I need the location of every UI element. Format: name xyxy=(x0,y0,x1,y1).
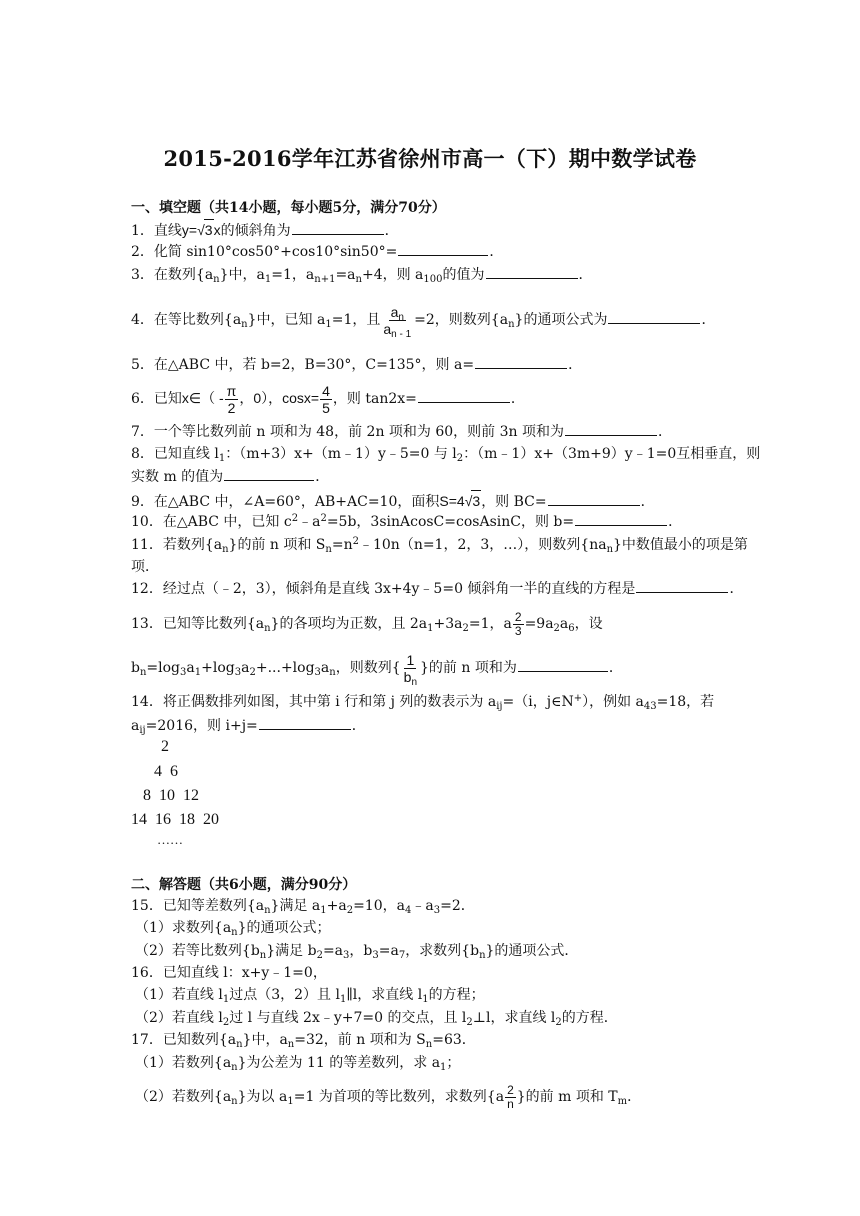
fraction: $\frac{a_n}{a_{n - 1}}$ xyxy=(383,303,412,340)
question-8-cont: 实数 m 的值为 ． xyxy=(131,469,330,485)
question-1: 1．直线y=√3x的倾斜角为 ． xyxy=(131,219,399,241)
question-16-part-2: （2）若直线 $l_2$过 l 与直线 2x﹣y+7=0 的交点，且 $l_2\perp l$，求直线 $l_2$的方程． xyxy=(135,1010,618,1028)
answer-blank xyxy=(636,579,728,593)
answer-blank xyxy=(518,658,608,672)
triangle-row-1: 2 xyxy=(161,738,169,755)
question-12: 12．经过点（﹣2，3），倾斜角是直线 3x+4y﹣5=0 倾斜角一半的直线的方程是 ． xyxy=(131,581,744,597)
section-2-heading: 二、解答题（共6小题，满分90分） xyxy=(131,877,357,893)
answer-blank xyxy=(398,242,488,256)
question-8: 8．已知直线 $l_1$：（m+3）x+（m﹣1）y﹣5=0 与 $l_2$：（m﹣1）x+（3m+9）y﹣1=0互相垂直，则 xyxy=(131,446,761,464)
question-14: 14．将正偶数排列如图，其中第 i 行和第 j 列的数表示为 $a_{ij}=(i$，j∈N+），例如 $a_{43}=18$，若 xyxy=(131,693,715,712)
page-title: 2015-2016学年江苏省徐州市高一（下）期中数学试卷 xyxy=(163,146,697,171)
question-16-part-1: （1）若直线 $l_1$过点（3，2）且 $l_1\parallel l$，求直线 $l_1$的方程； xyxy=(135,987,485,1005)
question-16: 16．已知直线 l：x+y﹣1=0， xyxy=(131,965,327,981)
triangle-row-3: 8 10 12 xyxy=(143,787,199,804)
question-13: 13．已知等比数列$\{a_n\}$的各项均为正数，且 $2a_1+3a_2=1$，a $\frac{2}{3}$ $=9a_2a_6$，设 xyxy=(131,609,603,638)
question-4: 4．在等比数列$\{a_n\}$中，已知 $a_1=1$，且 $\frac{a_n}{a_{n - 1}}$ =2，则数列$\{a_n\}$的通项公式为 ． xyxy=(131,303,716,340)
answer-blank xyxy=(475,355,567,369)
answer-blank xyxy=(486,265,578,279)
question-13-cont: $b_n=\log_3a_1+\log_3a_2+...+\log_3a_n$，则数列{ $\frac{1}{b_n}$ }的前 n 项和为 ． xyxy=(131,651,623,688)
section-1-heading: 一、填空题（共14小题，每小题5分，满分70分） xyxy=(131,200,446,216)
question-14-cont: $a_{ij}=2016$，则 i+j= ． xyxy=(131,718,366,736)
triangle-row-2: 4 6 xyxy=(154,763,178,780)
question-11-cont: 项． xyxy=(131,559,159,575)
question-5: 5．在△ABC 中，若 b=2，B=30°，C=135°，则 a= ． xyxy=(131,357,583,373)
question-7: 7．一个等比数列前 n 项和为 48，前 2n 项和为 60，则前 3n 项和为 ． xyxy=(131,424,673,440)
triangle-row-4: 14 16 18 20 xyxy=(131,811,219,828)
question-15: 15．已知等差数列$\{a_n\}$满足 $a_1+a_2=10$，$a_4﹣a_3=2$． xyxy=(131,898,475,916)
answer-blank xyxy=(418,389,510,403)
answer-blank xyxy=(259,716,351,730)
answer-blank xyxy=(608,310,700,324)
question-17: 17．已知数列$\{a_n\}$中，$a_n=32$，前 n 项和为 $S_n=63$． xyxy=(131,1032,476,1050)
answer-blank xyxy=(548,492,640,506)
triangle-row-5: …… xyxy=(157,832,183,847)
answer-blank xyxy=(565,422,657,436)
question-17-part-1: （1）若数列$\{a_n\}$为公差为 11 的等差数列，求 $a_1$； xyxy=(135,1055,461,1073)
question-6: 6．已知x∈（ - $\frac{\pi}{2}$ ，0），cosx= $\frac{4}{5}$ ，则 tan2x= ． xyxy=(131,382,525,416)
answer-blank xyxy=(575,512,667,526)
answer-blank xyxy=(292,221,384,235)
answer-blank xyxy=(224,467,314,481)
question-15-part-2: （2）若等比数列$\{b_n\}$满足 $b_2=a_3$，$b_3=a_7$，求数列$\{b_n\}$的通项公式． xyxy=(135,943,579,961)
question-17-part-2: （2）若数列$\{a_n\}$为以 $a_1=1$ 为首项的等比数列，求数列{a $\frac{2}{n}$ }的前 m 项和 $T_m$． xyxy=(135,1082,642,1111)
question-2: 2．化简 sin10°cos50°+cos10°sin50°= ． xyxy=(131,244,504,260)
question-10: 10．在△ABC 中，已知 $c^2﹣a^2=5b$，3sinAcosC=cosAsinC，则 b= ． xyxy=(131,513,683,530)
question-3: 3．在数列$\{a_n\}$中，$a_1=1$，$a_{n+1}=a_n+4$，则 $a_{100}$的值为 ． xyxy=(131,267,593,285)
question-11: 11．若数列$\{a_n\}$的前 n 项和 $S_n=n^2﹣10n(n=1$，2，3，…），则数列$\{na_n\}$中数值最小的项是第 xyxy=(131,536,748,555)
question-9: 9．在△ABC 中，∠A=60°，AB+AC=10，面积S=4√3，则 BC= ． xyxy=(131,490,655,512)
question-15-part-1: （1）求数列$\{a_n\}$的通项公式； xyxy=(135,920,331,938)
